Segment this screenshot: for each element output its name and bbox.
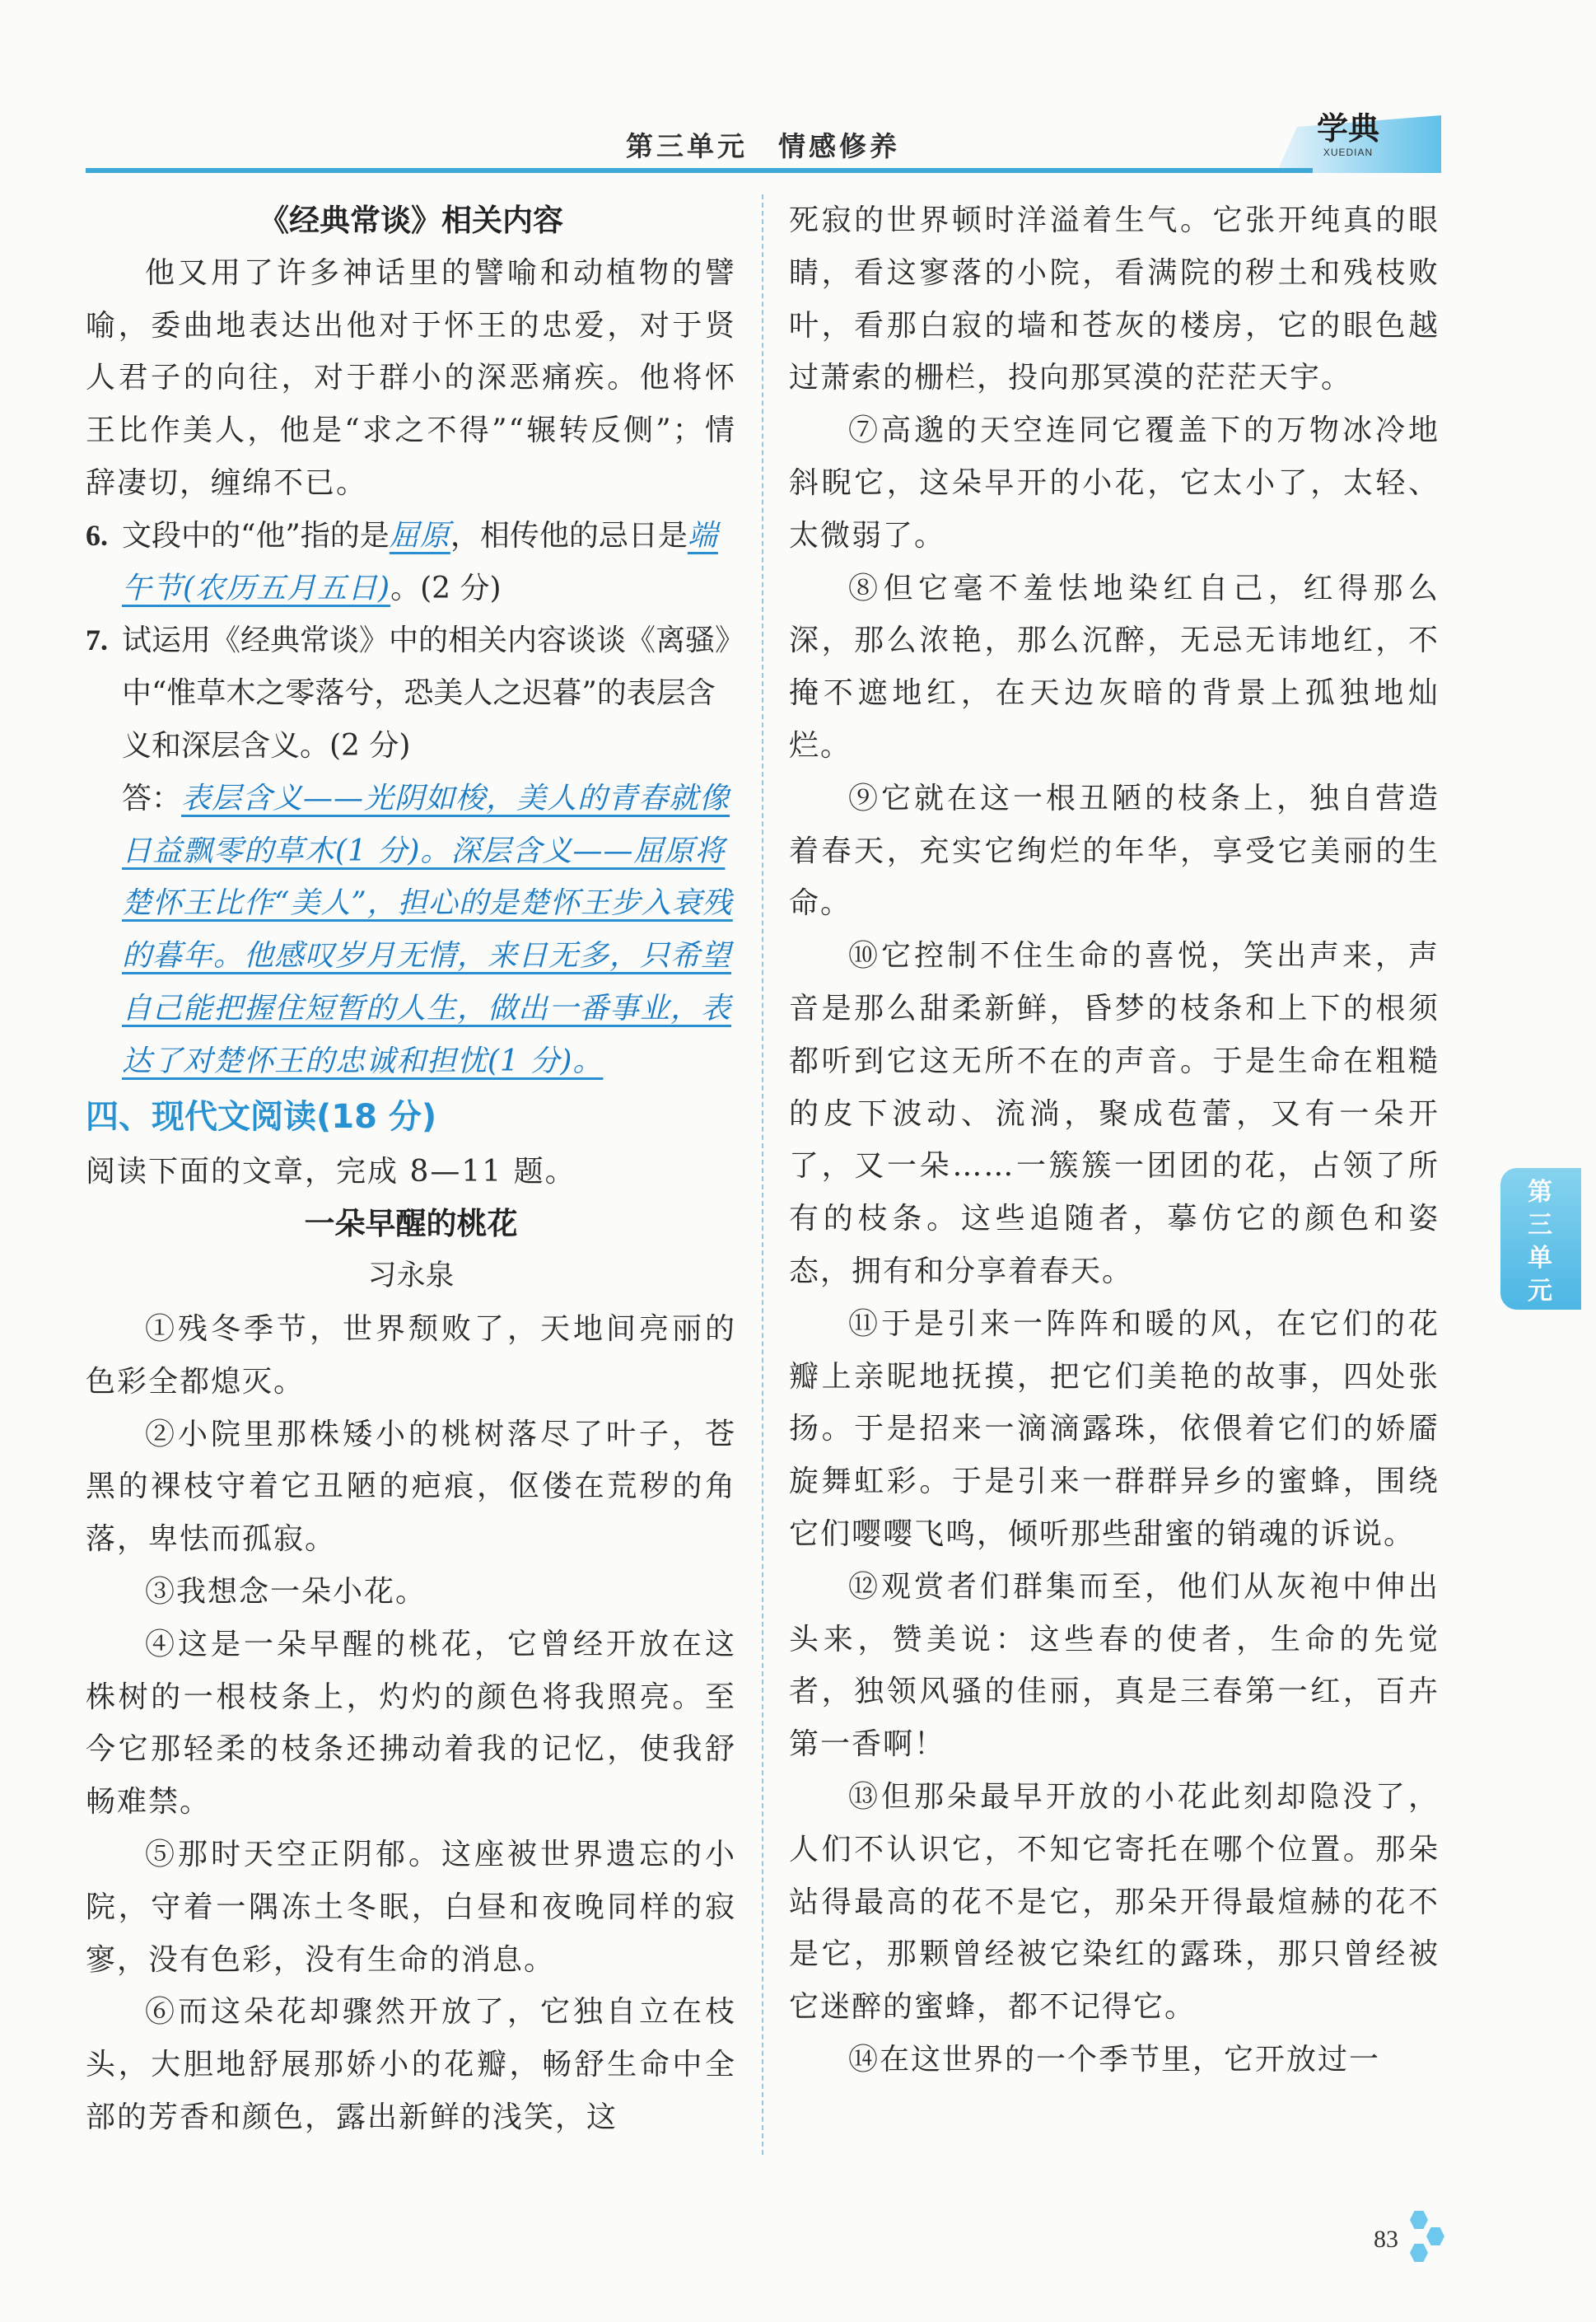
box-text: 他又用了许多神话里的譬喻和动植物的譬喻，委曲地表达出他对于怀王的忠爱，对于贤人君子的向往，对于群小的深恶痛疾。他将怀王比作美人，他是“求之不得”“辗转反侧”；情辞凄切，缠绵不已。 [86,255,736,500]
question-6-pre: 文段中的“他”指的是 [122,518,390,553]
hexagon-decor-icon [1410,2211,1428,2229]
paragraph: ⑩它控制不住生命的喜悦，笑出声来，声音是那么甜柔新鲜，昏梦的枝条和上下的根须都听到它这无所不在的声音。于是生命在粗糙的皮下波动、流淌，聚成苞蕾，又有一朵开了，又一朵……一簇簇一团团的花，占领了所有的枝条。这些追随者，摹仿它的颜色和姿态，拥有和分享着春天。 [789,939,1440,1288]
paragraph: ⑪于是引来一阵阵和暖的风，在它们的花瓣上亲昵地抚摸，把它们美艳的故事，四处张扬。于是招来一滴滴露珠，依偎着它们的娇靥旋舞虹彩。于是引来一群群异乡的蜜蜂，围绕它们嘤嘤飞鸣，倾听那些甜蜜的销魂的诉说。 [789,1306,1440,1551]
question-7-answer [86,773,736,1088]
question-6-post: 。(2 分) [390,571,502,605]
question-6-number: 6. [86,518,108,552]
header-unit-title: 第三单元 情感修养 [626,130,900,162]
article-author: 习永泉 [367,1259,455,1293]
paragraph: ①残冬季节，世界颓败了，天地间亮丽的色彩全都熄灭。 [86,1311,736,1399]
logo-main-text: 学典 [1316,110,1379,147]
left-column [86,194,736,2144]
paragraph-continued: 死寂的世界顿时洋溢着生气。它张开纯真的眼睛，看这寥落的小院，看满院的秽土和残枝败叶，看那白寂的墙和苍灰的楼房，它的眼色越过萧索的栅栏，投向那冥漠的茫茫天宇。 [789,203,1440,395]
paragraph: ⑥而这朵花却骤然开放了，它独自立在枝头，大胆地舒展那娇小的花瓣，畅舒生命中全部的芳香和颜色，露出新鲜的浅笑，这 [86,1995,736,2134]
header-rule [86,168,1313,173]
unit-side-tab [1500,1168,1581,1310]
question-6-answer-2: 端午节(农历五月五日) [122,518,718,605]
answer-label: 答： [122,781,182,815]
question-7-text: 试运用《经典常谈》中的相关内容谈谈《离骚》中“惟草木之零落兮，恐美人之迟暮”的表层含义和深层含义。(2 分) [122,624,730,763]
question-7-number: 7. [86,624,108,657]
paragraph: ⑫观赏者们群集而至，他们从灰袍中伸出头来，赞美说：这些春的使者，生命的先觉者，独领风骚的佳丽，真是三春第一红，百卉第一香啊！ [789,1569,1440,1762]
question-7 [86,614,736,772]
hexagon-decor-icon [1426,2227,1444,2245]
article-title: 一朵早醒的桃花 [304,1206,518,1242]
paragraph: ⑬但那朵最早开放的小花此刻却隐没了，人们不认识它，不知它寄托在哪个位置。那朵站得最高的花不是它，那朵开得最煊赫的花不是它，那颗曾经被它染红的露珠，那只曾经被它迷醉的蜜蜂，都不记得它。 [789,1779,1440,2025]
paragraph: ②小院里那株矮小的桃树落尽了叶子，苍黑的裸枝守着它丑陋的疤痕，伛偻在荒秽的角落，卑怯而孤寂。 [86,1417,736,1557]
hexagon-decor-icon [1410,2244,1428,2262]
paragraph: ⑧但它毫不羞怯地染红自己，红得那么深，那么浓艳，那么沉醉，无忌无讳地红，不掩不遮地红，在天边灰暗的背景上孤独地灿烂。 [789,571,1440,763]
reading-instruction: 阅读下面的文章，完成 8—11 题。 [86,1154,576,1189]
column-divider [762,194,763,2155]
paragraph: ⑭在这世界的一个季节里，它开放过一 [848,2042,1381,2077]
question-6-answer-1: 屈原 [389,518,450,553]
paragraph: ③我想念一朵小花。 [145,1574,427,1609]
paragraph: ⑤那时天空正阴郁。这座被世界遗忘的小院，守着一隅冻土冬眠，白昼和夜晚同样的寂寥，没有色彩，没有生命的消息。 [86,1837,736,1977]
box-title: 《经典常谈》相关内容 [259,203,563,238]
paragraph: ⑨它就在这一根丑陋的枝条上，独自营造着春天，充实它绚烂的年华，享受它美丽的生命。 [789,781,1440,921]
right-column [789,194,1440,2086]
logo-sub-text: XUEDIAN [1323,147,1374,158]
page-number: 83 [1374,2226,1398,2253]
paragraph: ⑦高邈的天空连同它覆盖下的万物冰冷地斜睨它，这朵早开的小花，它太小了，太轻、太微弱了。 [789,413,1440,553]
paragraph: ④这是一朵早醒的桃花，它曾经开放在这株树的一根枝条上，灼灼的颜色将我照亮。至今它那轻柔的枝条还拂动着我的记忆，使我舒畅难禁。 [86,1627,736,1820]
brand-logo [1303,110,1393,168]
answer-text: 表层含义——光阴如梭，美人的青春就像日益飘零的草木(1 分)。深层含义——屈原将楚怀王比作“美人”，担心的是楚怀王步入衰残的暮年。他感叹岁月无情，来日无多，只希望自己能把握住短暂的人生，做出一番事业，表达了对楚怀王的忠诚和担忧(1 分)。 [122,781,733,1078]
question-6 [86,510,736,615]
question-6-mid: ，相传他的忌日是 [450,518,688,553]
side-tab-label: 第三单元 [1528,1178,1552,1306]
section-heading: 四、现代文阅读(18 分) [86,1097,437,1136]
